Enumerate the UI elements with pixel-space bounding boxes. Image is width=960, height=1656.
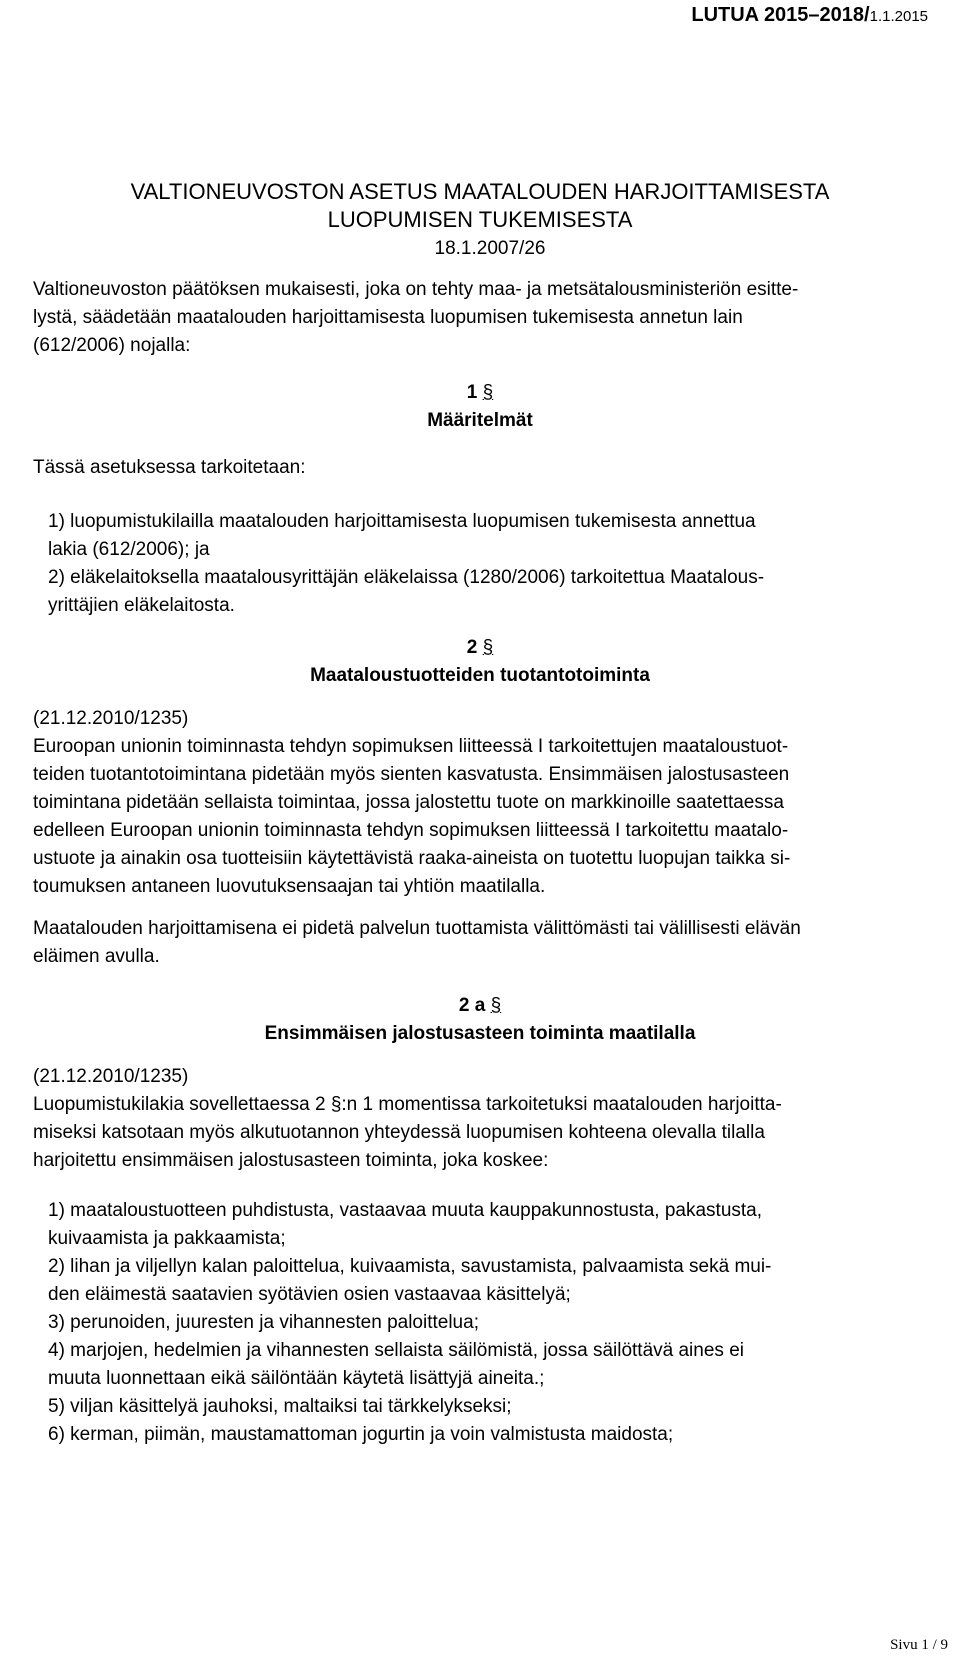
list-item-line: 5) viljan käsittelyä jauhoksi, maltaiksi tai tärkkelykseksi; bbox=[48, 1396, 512, 1417]
list-item-line: 4) marjojen, hedelmien ja vihannesten sellaista säilömistä, jossa säilöttävä aines ei bbox=[48, 1340, 744, 1361]
section-2a-number: 2 a bbox=[458, 995, 486, 1016]
paragraph-line: edelleen Euroopan unionin toiminnasta tehdyn sopimuksen liitteessä I tarkoitettu maatalo- bbox=[33, 820, 789, 841]
title-date: 18.1.2007/26 bbox=[434, 238, 546, 259]
section-1-number: 1 bbox=[466, 382, 478, 403]
definition-line: yrittäjien eläkelaitosta. bbox=[48, 595, 235, 616]
paragraph-line: toimintana pidetään sellaista toimintaa, jossa jalostettu tuote on markkinoille saatettaessa bbox=[33, 792, 784, 813]
preamble-line: (612/2006) nojalla: bbox=[33, 335, 191, 356]
preamble-line: lystä, säädetään maatalouden harjoittamisesta luopumisen tukemisesta annetun lain bbox=[33, 307, 743, 328]
section-mark: § bbox=[482, 382, 494, 403]
paragraph-line: harjoitettu ensimmäisen jalostusasteen toiminta, joka koskee: bbox=[33, 1150, 549, 1171]
definition-line: 1) luopumistukilailla maatalouden harjoittamisesta luopumisen tukemisesta annettua bbox=[48, 511, 756, 532]
section-2a-body bbox=[33, 1063, 945, 1175]
paragraph-line: toumuksen antaneen luovutuksensaajan tai yhtiön maatilalla. bbox=[33, 876, 546, 897]
section-2a-amendment: (21.12.2010/1235) bbox=[33, 1066, 189, 1087]
header-ref-text: LUTUA 2015–2018/ bbox=[691, 4, 870, 26]
section-2-paragraph-2 bbox=[33, 915, 945, 971]
paragraph-line: miseksi katsotaan myös alkutuotannon yhteydessä luopumisen kohteena olevalla tilalla bbox=[33, 1122, 765, 1143]
section-2-body bbox=[33, 705, 945, 901]
paragraph-line: Luopumistukilakia sovellettaessa 2 §:n 1 momentissa tarkoitetuksi maatalouden harjoitta- bbox=[33, 1094, 782, 1115]
list-item-line: kuivaamista ja pakkaamista; bbox=[48, 1228, 286, 1249]
section-mark: § bbox=[482, 637, 494, 658]
section-2-title: Maataloustuotteiden tuotantotoiminta bbox=[310, 665, 650, 686]
section-1-number-line bbox=[0, 379, 960, 407]
list-item-line: 1) maataloustuotteen puhdistusta, vastaavaa muuta kauppakunnostusta, pakastusta, bbox=[48, 1200, 763, 1221]
decree-title bbox=[0, 178, 960, 264]
page-number: Sivu 1 / 9 bbox=[890, 1637, 948, 1653]
section-2-heading bbox=[0, 634, 960, 690]
title-line-2: LUOPUMISEN TUKEMISESTA bbox=[327, 207, 633, 232]
section-2-amendment: (21.12.2010/1235) bbox=[33, 708, 189, 729]
preamble-line: Valtioneuvoston päätöksen mukaisesti, joka on tehty maa- ja metsätalousministeriön esitte- bbox=[33, 279, 799, 300]
paragraph-line: Euroopan unionin toiminnasta tehdyn sopimuksen liitteessä I tarkoitettujen maataloustuot- bbox=[33, 736, 789, 757]
section-2-number: 2 bbox=[466, 637, 478, 658]
paragraph-line: teiden tuotantotoimintana pidetään myös sienten kasvatusta. Ensimmäisen jalostusasteen bbox=[33, 764, 790, 785]
section-2a-heading bbox=[0, 992, 960, 1048]
list-item-line: muuta luonnettaan eikä säilöntään käytetä lisättyjä aineita.; bbox=[48, 1368, 545, 1389]
title-line-1: VALTIONEUVOSTON ASETUS MAATALOUDEN HARJOITTAMISESTA bbox=[130, 179, 830, 204]
section-1-title: Määritelmät bbox=[427, 410, 533, 431]
list-item-line: 2) lihan ja viljellyn kalan paloittelua, kuivaamista, savustamista, palvaamista sekä mui- bbox=[48, 1256, 772, 1277]
section-2-number-line bbox=[0, 634, 960, 662]
header-ref-date: 1.1.2015 bbox=[869, 8, 928, 25]
document-header-ref bbox=[691, 2, 928, 30]
section-2a-number-line bbox=[0, 992, 960, 1020]
section-2a-title: Ensimmäisen jalostusasteen toiminta maatilalla bbox=[264, 1023, 696, 1044]
section-1-definitions bbox=[48, 508, 948, 620]
definition-line: 2) eläkelaitoksella maatalousyrittäjän eläkelaissa (1280/2006) tarkoitettua Maatalous- bbox=[48, 567, 765, 588]
section-mark: § bbox=[490, 995, 502, 1016]
list-item-line: den eläimestä saatavien syötävien osien vastaavaa käsittelyä; bbox=[48, 1284, 571, 1305]
definition-line: lakia (612/2006); ja bbox=[48, 539, 210, 560]
paragraph-line: Maatalouden harjoittamisena ei pidetä palvelun tuottamista välittömästi tai välillisesti elävän bbox=[33, 918, 801, 939]
section-1-heading bbox=[0, 379, 960, 435]
section-2a-list bbox=[48, 1197, 948, 1449]
list-item-line: 3) perunoiden, juuresten ja vihannesten paloittelua; bbox=[48, 1312, 479, 1333]
paragraph-line: eläimen avulla. bbox=[33, 946, 160, 967]
list-item-line: 6) kerman, piimän, maustamattoman jogurtin ja voin valmistusta maidosta; bbox=[48, 1424, 674, 1445]
section-1-intro: Tässä asetuksessa tarkoitetaan: bbox=[33, 457, 306, 478]
preamble bbox=[33, 276, 945, 360]
paragraph-line: ustuote ja ainakin osa tuotteisiin käytettävistä raaka-aineista on tuotettu luopujan taikka si- bbox=[33, 848, 791, 869]
